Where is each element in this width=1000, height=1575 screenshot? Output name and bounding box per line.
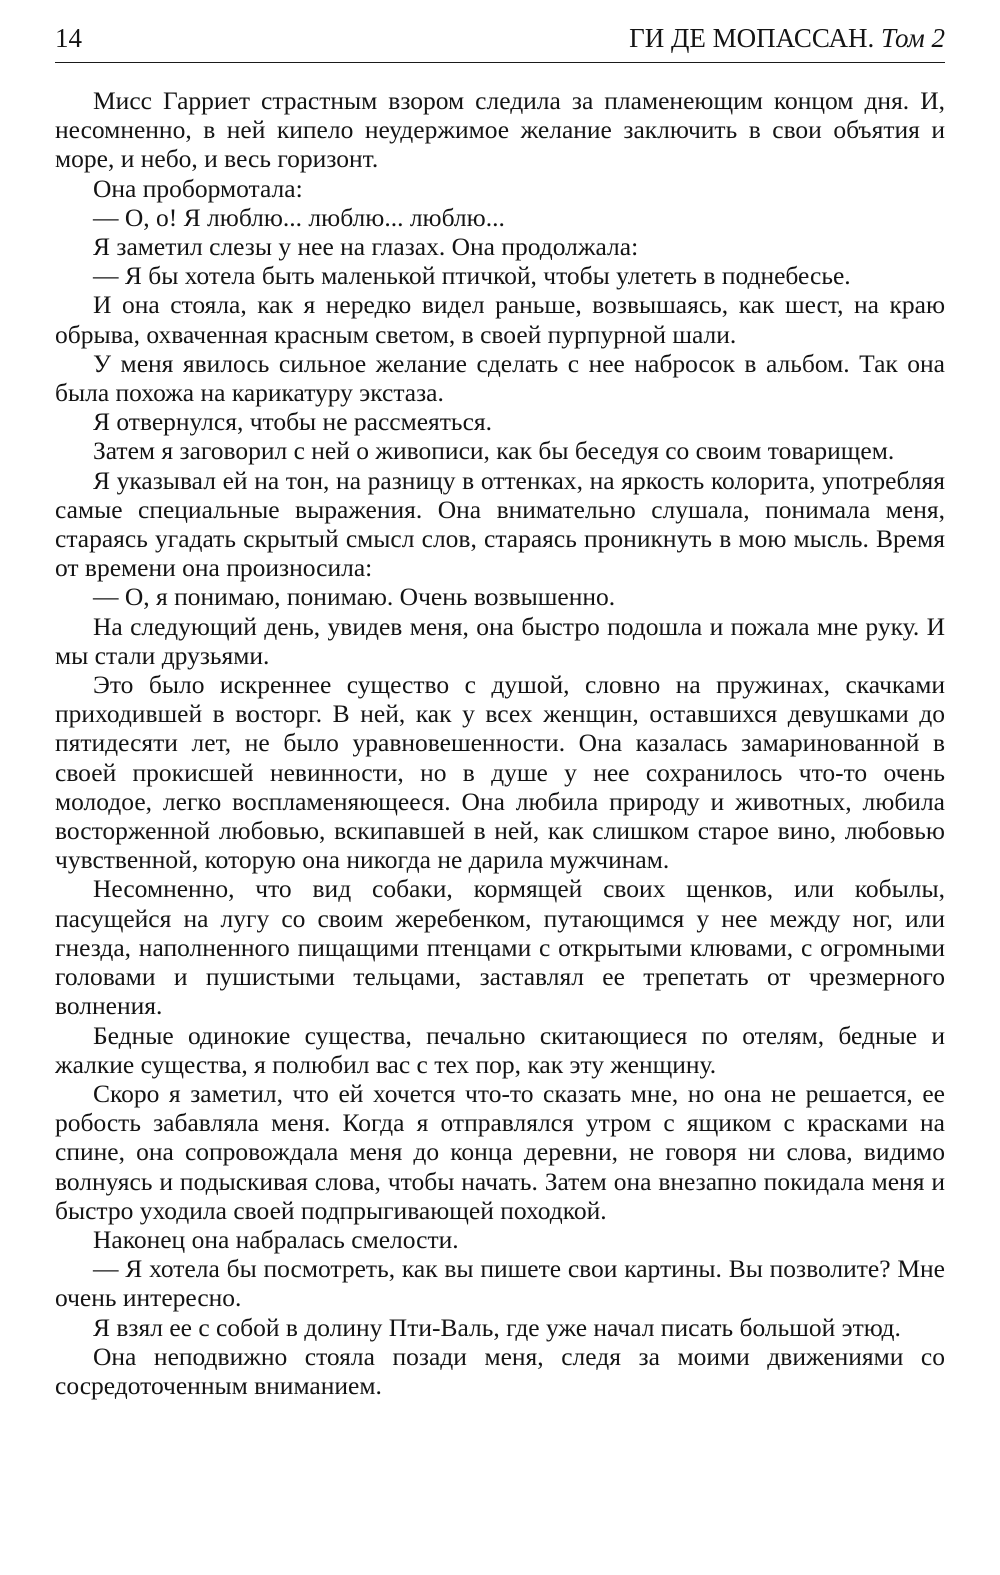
paragraph: У меня явилось сильное желание сделать с нее набросок в альбом. Так она была похожа на карикатуру экстаза. (55, 348, 945, 408)
paragraph: Бедные одинокие существа, печально скитающиеся по отелям, бедные и жалкие существа, я полюбил вас с тех пор, как эту женщину. (55, 1020, 945, 1079)
page-body (55, 86, 945, 1400)
paragraph: — Я бы хотела быть маленькой птичкой, чтобы улететь в поднебесье. (93, 261, 851, 291)
page-header (55, 18, 945, 63)
paragraph: Мисс Гарриет страстным взором следила за пламенеющим концом дня. И, несомненно, в ней кипело неудержимое желание заключить в свои объятия и море, и небо, и весь горизонт. (55, 86, 945, 174)
running-head-author: ГИ ДЕ МОПАССАН. (629, 23, 875, 53)
running-head-volume: Том 2 (881, 23, 945, 53)
paragraph: Я заметил слезы у нее на глазах. Она продолжала: (93, 232, 639, 262)
paragraph: Несомненно, что вид собаки, кормящей своих щенков, или кобылы, пасущейся на лугу со своим жеребенком, путающимся у нее между ног, или гнезда, наполненного пищащими птенцами с открытыми клювами, с огромными головами и пушистыми тельцами, заставлял ее трепетать от чрезмерного волнения. (55, 874, 945, 1021)
page-number: 14 (55, 23, 82, 53)
paragraph: Затем я заговорил с ней о живописи, как бы беседуя со своим товарищем. (93, 436, 895, 466)
paragraph: Я отвернулся, чтобы не рассмеяться. (93, 407, 492, 437)
paragraph: Скоро я заметил, что ей хочется что-то сказать мне, но она не решается, ее робость забавляла меня. Когда я отправлялся утром с ящиком с красками на спине, она сопровождала меня до конца деревни, не говоря ни слова, видимо волнуясь и подыскивая слова, чтобы начать. Затем она внезапно покидала меня и быстро уходила своей подпрыгивающей походкой. (55, 1078, 945, 1225)
paragraph: Это было искреннее существо с душой, словно на пружинах, скачками приходившей в восторг. В ней, как у всех женщин, оставшихся девушками до пятидесяти лет, не было уравновешенности. Она казалась замаринованной в своей прокисшей невинности, но в душе у нее сохранилось что-то очень молодое, легко воспламеняющееся. Она любила природу и животных, любила восторженной любовью, вскипавшей в ней, как слишком старое вино, любовью чувственной, которую она никогда не дарила мужчинам. (55, 670, 945, 875)
paragraph: — О, о! Я люблю... люблю... люблю... (93, 202, 505, 232)
running-head (629, 22, 945, 54)
paragraph: На следующий день, увидев меня, она быстро подошла и пожала мне руку. И мы стали друзьями. (55, 611, 945, 670)
paragraph: Она неподвижно стояла позади меня, следя за моими движениями со сосредоточенным вниманием. (55, 1341, 945, 1400)
paragraph: Она пробормотала: (93, 173, 303, 203)
paragraph: Я указывал ей на тон, на разницу в оттенках, на яркость колорита, употребляя самые специальные выражения. Она внимательно слушала, понимала меня, стараясь угадать скрытый смысл слов, стараясь проникнуть в мою мысль. Время от времени она произносила: (55, 465, 945, 583)
paragraph: — Я хотела бы посмотреть, как вы пишете свои картины. Вы позволите? Мне очень интересно. (55, 1254, 945, 1313)
paragraph: И она стояла, как я нередко видел раньше, возвышаясь, как шест, на краю обрыва, охваченная красным светом, в своей пурпурной шали. (55, 290, 945, 349)
paragraph: — О, я понимаю, понимаю. Очень возвышенно. (93, 582, 616, 612)
paragraph: Я взял ее с собой в долину Пти-Валь, где уже начал писать большой этюд. (93, 1312, 901, 1342)
paragraph: Наконец она набралась смелости. (93, 1224, 459, 1254)
